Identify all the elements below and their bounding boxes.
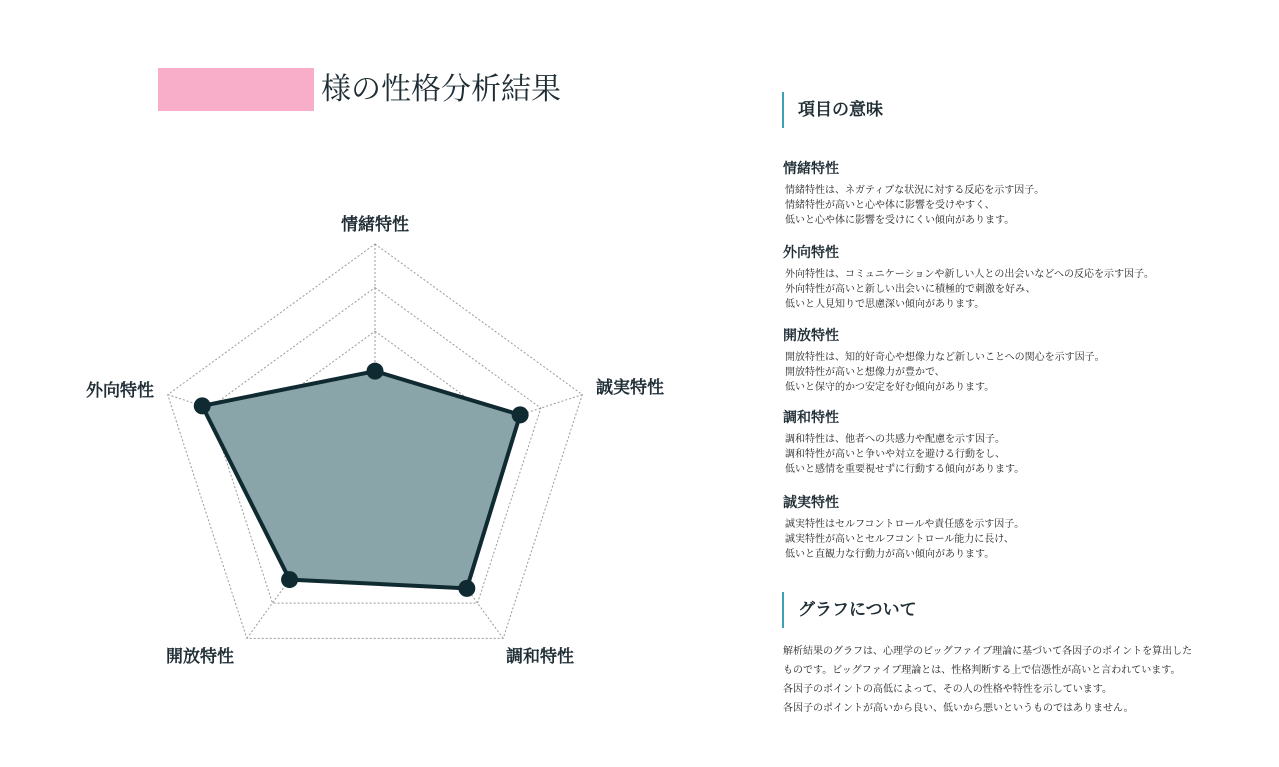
item-line: 低いと感情を重要視せずに行動する傾向があります。: [785, 464, 1025, 475]
item-line: 低いと人見知りで思慮深い傾向があります。: [785, 299, 985, 310]
item-line: 開放特性が高いと想像力が豊かで、: [785, 367, 945, 378]
meaning-item-agreeableness: [783, 409, 1263, 477]
radar-axis-label: 調和特性: [506, 647, 574, 667]
item-line: 低いと心や体に影響を受けにくい傾向があります。: [785, 215, 1015, 226]
item-line: 情緒特性は、ネガティブな状況に対する反応を示す因子。: [785, 185, 1045, 196]
meaning-heading: [782, 92, 883, 128]
graph-about-description: [783, 642, 1263, 718]
radar-point: [281, 571, 298, 588]
radar-point: [194, 397, 211, 414]
item-line: 情緒特性が高いと心や体に影響を受けやすく、: [785, 200, 995, 211]
item-title: 誠実特性: [783, 495, 839, 511]
radar-point: [458, 580, 475, 597]
page-title: 様の性格分析結果: [321, 72, 561, 107]
radar-point: [367, 363, 384, 380]
item-line: 低いと直観力な行動力が高い傾向があります。: [785, 549, 995, 560]
radar-axis-label: 誠実特性: [596, 378, 664, 398]
meaning-item-conscientiousness: [783, 494, 1263, 562]
desc-line: 各因子のポイントが高いから良い、低いから悪いというものではありません。: [783, 703, 1134, 714]
desc-line: 各因子のポイントの高低によって、その人の性格や特性を示しています。: [783, 684, 1112, 695]
graph-about-heading-text: グラフについて: [798, 600, 917, 620]
item-line: 外向特性が高いと新しい出会いに積極的で刺激を好み、: [785, 284, 1036, 295]
item-line: 誠実特性が高いとセルフコントロール能力に長け、: [785, 534, 1014, 545]
meaning-heading-text: 項目の意味: [798, 100, 883, 120]
item-line: 調和特性は、他者への共感力や配慮を示す因子。: [785, 434, 1005, 445]
meaning-item-emotional: [783, 160, 1263, 228]
item-line: 調和特性が高いと争いや対立を避ける行動をし、: [785, 449, 1005, 460]
radar-data-area: [202, 371, 520, 588]
meaning-item-extraversion: [783, 244, 1263, 312]
item-line: 低いと保守的かつ安定を好む傾向があります。: [785, 382, 995, 393]
item-title: 外向特性: [783, 245, 839, 261]
radar-data: [194, 363, 529, 597]
radar-axis-label: 情緒特性: [341, 215, 409, 235]
radar-point: [512, 406, 529, 423]
graph-about-heading: [782, 592, 917, 628]
radar-axis-label: 外向特性: [86, 381, 154, 401]
item-title: 調和特性: [783, 410, 839, 426]
item-title: 情緒特性: [783, 161, 839, 177]
item-title: 開放特性: [783, 328, 839, 344]
item-line: 外向特性は、コミュニケーションや新しい人との出会いなどへの反応を示す因子。: [785, 269, 1154, 280]
radar-axis-label: 開放特性: [166, 647, 234, 667]
desc-line: 解析結果のグラフは、心理学のビッグファイブ理論に基づいて各因子のポイントを算出した: [783, 646, 1193, 657]
item-line: 開放特性は、知的好奇心や想像力など新しいことへの関心を示す因子。: [785, 352, 1105, 363]
desc-line: ものです。ビッグファイブ理論とは、性格判断する上で信憑性が高いと言われています。: [783, 665, 1181, 676]
meaning-item-openness: [783, 327, 1263, 395]
item-line: 誠実特性はセルフコントロールや責任感を示す因子。: [785, 519, 1025, 530]
